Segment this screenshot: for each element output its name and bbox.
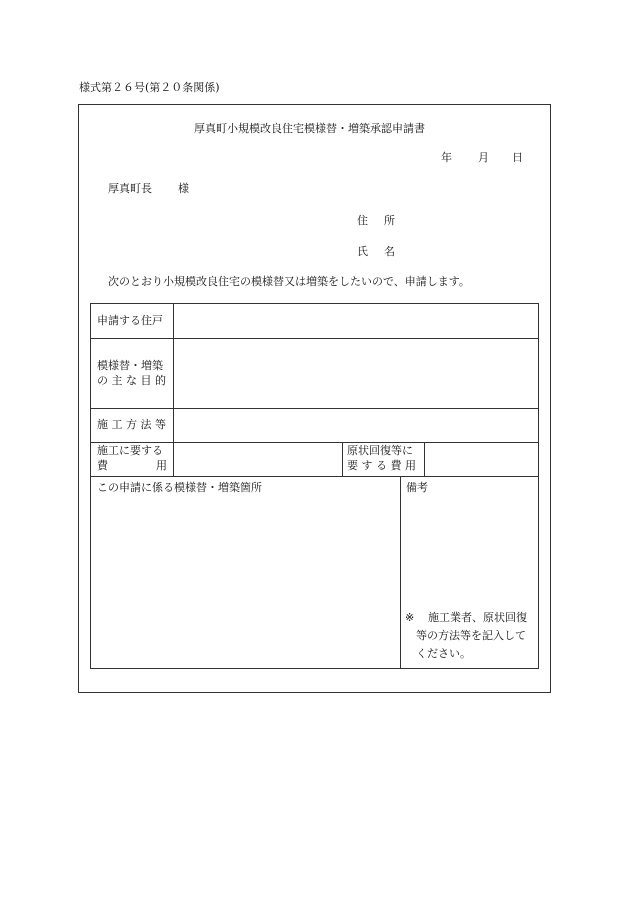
form-title: 厚真町小規模改良住宅模様替・増築承認申請書 xyxy=(194,122,425,135)
note-mark: ※ xyxy=(405,611,415,624)
purpose-field[interactable] xyxy=(175,340,537,407)
remarks-column-divider xyxy=(400,476,401,668)
cost-column-divider xyxy=(424,442,425,476)
restoration-cost-label-line-2: 要 す る 費 用 xyxy=(347,459,416,472)
purpose-label-line-1: 模様替・増築 xyxy=(97,359,163,372)
row-divider xyxy=(91,338,538,339)
locations-label: この申請に係る模様替・増築箇所 xyxy=(97,481,262,494)
applicant-address-label-2: 所 xyxy=(384,214,395,227)
applicant-name-label-1: 氏 xyxy=(357,245,368,258)
date-month: 月 xyxy=(478,151,489,164)
dwelling-label: 申請する住戸 xyxy=(97,314,163,327)
purpose-label-line-2: の 主 な 目 的 xyxy=(97,374,166,387)
note-line-1: 施工業者、原状回復 xyxy=(428,611,527,624)
row-divider xyxy=(91,442,538,443)
row-divider xyxy=(91,476,538,477)
note-line-2: 等の方法等を記入して xyxy=(416,629,526,642)
applicant-name-label-2: 名 xyxy=(384,245,395,258)
application-statement: 次のとおり小規模改良住宅の模様替又は増築をしたいので、申請します。 xyxy=(108,275,470,288)
construction-cost-label-char-1: 費 xyxy=(97,459,108,472)
form-number: 様式第２６号(第２０条関係) xyxy=(79,81,220,94)
construction-cost-label-line-1: 施工に要する xyxy=(97,444,163,457)
method-label: 施 工 方 法 等 xyxy=(97,418,166,431)
remarks-field[interactable] xyxy=(402,498,537,608)
application-table xyxy=(90,303,539,669)
construction-cost-label-char-2: 用 xyxy=(156,459,167,472)
date-year: 年 xyxy=(441,151,452,164)
addressee-honorific: 様 xyxy=(178,182,189,195)
remarks-label: 備考 xyxy=(406,481,428,494)
applicant-address-label-1: 住 xyxy=(357,214,368,227)
construction-cost-field[interactable] xyxy=(175,444,341,475)
note-line-3: ください。 xyxy=(416,647,471,660)
addressee-name: 厚真町長 xyxy=(108,182,152,195)
row-divider xyxy=(91,408,538,409)
label-column-divider xyxy=(173,304,174,476)
cost-column-divider xyxy=(342,442,343,476)
locations-field[interactable] xyxy=(92,498,398,668)
restoration-cost-field[interactable] xyxy=(426,444,537,475)
restoration-cost-label-line-1: 原状回復等に xyxy=(347,444,413,457)
dwelling-field[interactable] xyxy=(175,305,537,337)
construction-cost-label-line-2 xyxy=(97,459,167,473)
date-day: 日 xyxy=(512,151,523,164)
method-field[interactable] xyxy=(175,410,537,441)
